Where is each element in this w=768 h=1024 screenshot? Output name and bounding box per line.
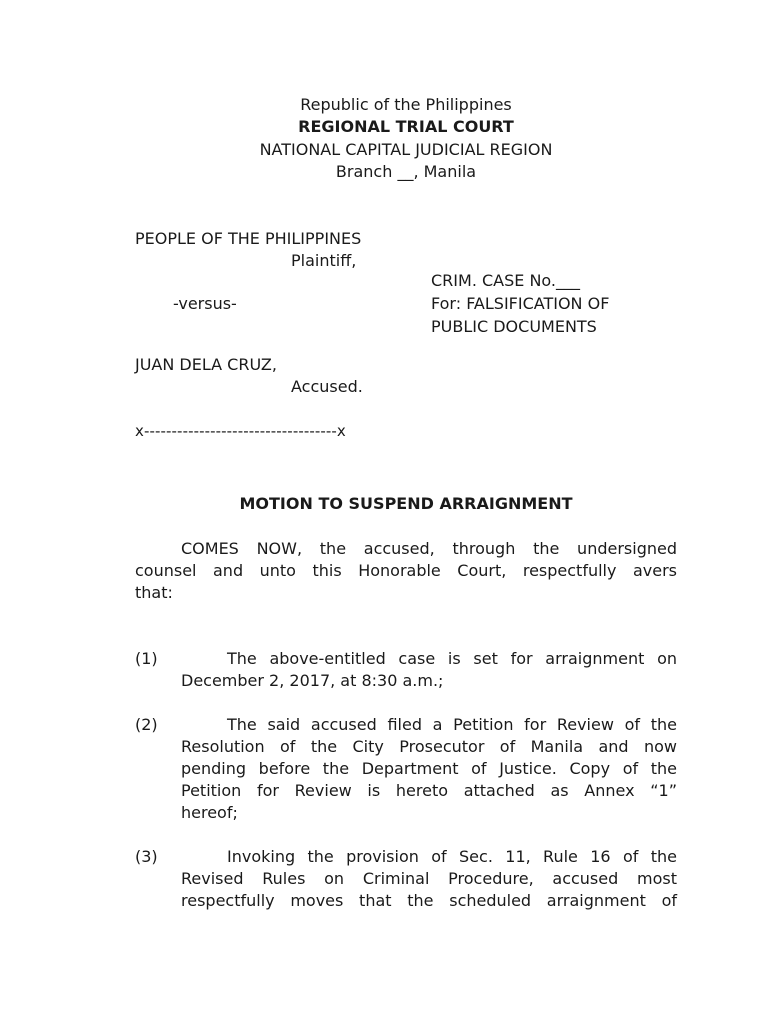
item-line: hereof; <box>181 803 238 822</box>
offense-line-2: PUBLIC DOCUMENTS <box>431 317 597 336</box>
intro-line-3: that: <box>135 583 173 602</box>
offense-line-1: For: FALSIFICATION OF <box>431 294 610 313</box>
item-line: pending before the Department of Justice. Copy of the <box>181 759 677 778</box>
plaintiff-role: Plaintiff, <box>291 251 357 270</box>
item-line: The said accused filed a Petition for Review of the <box>227 715 677 734</box>
court-name: REGIONAL TRIAL COURT <box>298 117 514 136</box>
item-number: (3) <box>135 847 158 866</box>
intro-line-2: counsel and unto this Honorable Court, respectfully avers <box>135 561 677 580</box>
item-line: Invoking the provision of Sec. 11, Rule 16 of the <box>227 847 677 866</box>
intro-line-1: COMES NOW, the accused, through the undersigned <box>181 539 677 558</box>
accused-name: JUAN DELA CRUZ, <box>135 355 277 374</box>
versus-label: -versus- <box>173 294 237 313</box>
item-number: (2) <box>135 715 158 734</box>
item-line: The above-entitled case is set for arraignment on <box>227 649 677 668</box>
item-line: respectfully moves that the scheduled arraignment of <box>181 891 677 910</box>
item-number: (1) <box>135 649 158 668</box>
caption-separator: x-----------------------------------x <box>135 422 346 440</box>
judicial-region: NATIONAL CAPITAL JUDICIAL REGION <box>259 140 553 159</box>
plaintiff-name: PEOPLE OF THE PHILIPPINES <box>135 229 362 248</box>
republic-line: Republic of the Philippines <box>300 95 512 114</box>
accused-role: Accused. <box>291 377 363 396</box>
item-line: December 2, 2017, at 8:30 a.m.; <box>181 671 444 690</box>
branch-line: Branch __, Manila <box>335 162 477 181</box>
motion-title: MOTION TO SUSPEND ARRAIGNMENT <box>239 494 573 513</box>
item-line: Resolution of the City Prosecutor of Manila and now <box>181 737 677 756</box>
case-number: CRIM. CASE No.___ <box>431 271 581 290</box>
item-line: Revised Rules on Criminal Procedure, accused most <box>181 869 677 888</box>
item-line: Petition for Review is hereto attached as Annex “1” <box>181 781 677 800</box>
